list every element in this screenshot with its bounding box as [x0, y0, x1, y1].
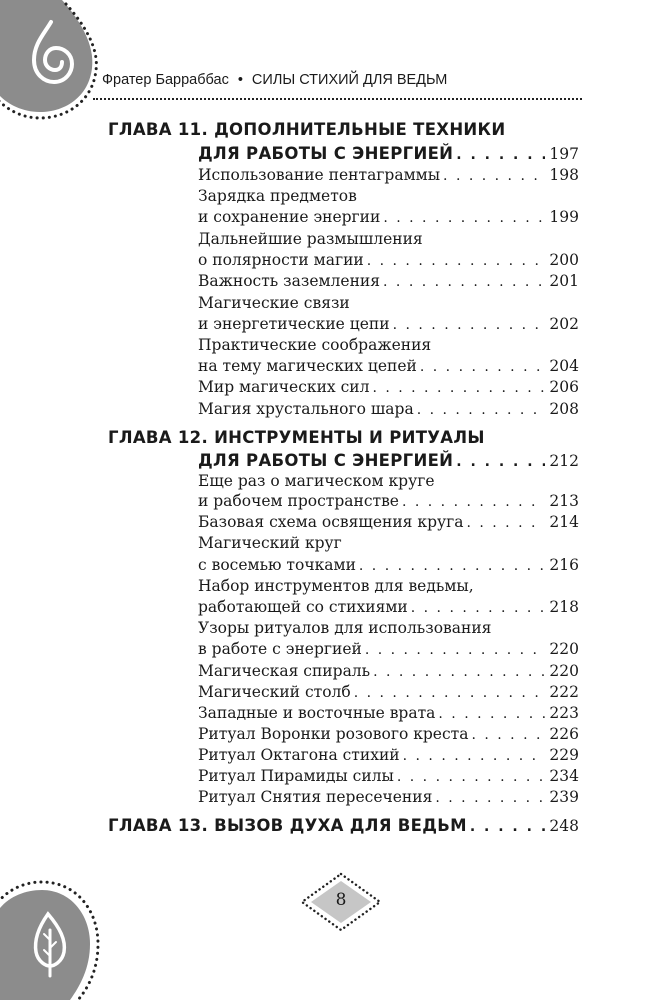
chapter-11-heading-cont[interactable]	[198, 143, 579, 166]
toc-entry[interactable]	[198, 512, 579, 534]
leader-dots	[383, 272, 545, 293]
entry-title: Узоры ритуалов для использования	[198, 619, 492, 637]
leader-dots	[372, 378, 545, 399]
entry-title: Магический столб	[198, 683, 351, 701]
toc-entry[interactable]	[198, 165, 579, 187]
entry-title: Магический круг	[198, 534, 342, 552]
entry-title-cont: на тему магических цепей	[198, 357, 417, 375]
chapter-13-page: 248	[549, 817, 579, 835]
chapter-11-page: 197	[549, 145, 579, 163]
entry-page: 214	[549, 513, 579, 531]
entry-page: 216	[549, 556, 579, 574]
toc-entry[interactable]	[198, 207, 579, 229]
entry-title-cont: с восемью точками	[198, 556, 356, 574]
chapter-11-title-line1: ДОПОЛНИТЕЛЬНЫЕ ТЕХНИКИ	[214, 120, 506, 139]
entry-title-cont: о полярности магии	[198, 251, 364, 269]
entry-page: 199	[549, 208, 579, 226]
leader-dots	[456, 144, 545, 166]
entry-title-cont: работающей со стихиями	[198, 598, 408, 616]
entry-title: Практические соображения	[198, 336, 432, 354]
leader-dots	[471, 725, 545, 746]
toc-entry-line1[interactable]	[198, 293, 579, 314]
entry-page: 201	[549, 272, 579, 290]
toc-entry-line1[interactable]	[198, 576, 579, 597]
entry-title: Еще раз о магическом круге	[198, 472, 435, 490]
entry-title-cont: и энергетические цепи	[198, 315, 390, 333]
chapter-12-heading-cont[interactable]	[198, 450, 579, 473]
entry-page: 239	[549, 788, 579, 806]
entry-page: 204	[549, 357, 579, 375]
toc-entry-line1[interactable]	[198, 229, 579, 250]
toc-entry[interactable]	[198, 356, 579, 378]
entry-page: 206	[549, 378, 579, 396]
leader-dots	[383, 208, 545, 229]
chapter-12-title-line2: ДЛЯ РАБОТЫ С ЭНЕРГИЕЙ	[198, 451, 454, 470]
leader-dots	[417, 400, 545, 421]
leader-dots	[373, 662, 545, 683]
header-author: Фратер Барраббас	[102, 72, 229, 88]
entry-page: 220	[549, 640, 579, 658]
entry-page: 218	[549, 598, 579, 616]
entry-title: Зарядка предметов	[198, 187, 357, 205]
entry-title: Ритуал Воронки розового креста	[198, 725, 469, 743]
toc-entry-line1[interactable]	[198, 471, 579, 492]
toc-entry[interactable]	[198, 639, 579, 661]
entry-title-cont: в работе с энергией	[198, 640, 362, 658]
toc-entry-line1[interactable]	[198, 335, 579, 356]
entry-page: 200	[549, 251, 579, 269]
toc-entry[interactable]	[198, 661, 579, 683]
chapter-12-number: ГЛАВА 12.	[108, 428, 209, 447]
chapter-12-heading[interactable]	[108, 427, 485, 449]
bottom-corner-ornament	[0, 878, 110, 1000]
leader-dots	[393, 315, 545, 336]
toc-entry-line1[interactable]	[198, 186, 579, 207]
leader-dots	[438, 704, 545, 725]
entry-page: 208	[549, 400, 579, 418]
toc-entry[interactable]	[198, 724, 579, 746]
leader-dots	[367, 251, 545, 272]
entry-page: 213	[549, 492, 579, 510]
entry-page: 198	[549, 166, 579, 184]
toc-entry-line1[interactable]	[198, 618, 579, 639]
header-title: СИЛЫ СТИХИЙ ДЛЯ ВЕДЬМ	[251, 72, 448, 88]
entry-title: Магические связи	[198, 294, 350, 312]
toc-entry[interactable]	[198, 787, 579, 809]
toc-entry[interactable]	[198, 314, 579, 336]
leader-dots	[466, 513, 545, 534]
leader-dots	[470, 816, 545, 838]
leader-dots	[403, 746, 545, 767]
toc-entry[interactable]	[198, 745, 579, 767]
leader-dots	[435, 788, 545, 809]
entry-title: Ритуал Октагона стихий	[198, 746, 400, 764]
chapter-11-number: ГЛАВА 11.	[108, 120, 209, 139]
leader-dots	[359, 556, 545, 577]
entry-title: Использование пентаграммы	[198, 166, 441, 184]
entry-title: Магическая спираль	[198, 662, 371, 680]
toc-entry[interactable]	[198, 703, 579, 725]
chapter-12-title-line1: ИНСТРУМЕНТЫ И РИТУАЛЫ	[214, 428, 485, 447]
entry-title: Ритуал Снятия пересечения	[198, 788, 433, 806]
entry-title: Набор инструментов для ведьмы,	[198, 577, 474, 595]
leader-dots	[402, 492, 545, 513]
page-number: 8	[335, 890, 347, 910]
entry-title-cont: и рабочем пространстве	[198, 492, 399, 510]
leader-dots	[443, 166, 545, 187]
toc-entry[interactable]	[198, 399, 579, 421]
entry-title-cont: и сохранение энергии	[198, 208, 381, 226]
entry-title: Западные и восточные врата	[198, 704, 436, 722]
leader-dots	[397, 767, 545, 788]
leader-dots	[456, 451, 545, 473]
entry-title: Важность заземления	[198, 272, 381, 290]
entry-title: Дальнейшие размышления	[198, 230, 423, 248]
toc-entry[interactable]	[198, 377, 579, 399]
toc-entry[interactable]	[198, 682, 579, 704]
entry-page: 234	[549, 767, 579, 785]
entry-page: 202	[549, 315, 579, 333]
entry-page: 229	[549, 746, 579, 764]
toc-entry[interactable]	[198, 250, 579, 272]
chapter-13-number: ГЛАВА 13.	[108, 816, 209, 835]
toc-entry[interactable]	[198, 271, 579, 293]
toc-entry[interactable]	[198, 597, 579, 619]
entry-page: 223	[549, 704, 579, 722]
leader-dots	[411, 598, 545, 619]
toc-entry-line1[interactable]	[198, 533, 579, 554]
entry-page: 222	[549, 683, 579, 701]
chapter-13-heading[interactable]	[108, 815, 579, 838]
toc-entry[interactable]	[198, 555, 579, 577]
chapter-12-page: 212	[549, 452, 579, 470]
entry-page: 220	[549, 662, 579, 680]
leader-dots	[420, 357, 545, 378]
entry-title: Ритуал Пирамиды силы	[198, 767, 394, 785]
entry-title: Мир магических сил	[198, 378, 370, 396]
leader-dots	[365, 640, 545, 661]
toc-entry[interactable]	[198, 491, 579, 513]
leader-dots	[354, 683, 545, 704]
chapter-11-title-line2: ДЛЯ РАБОТЫ С ЭНЕРГИЕЙ	[198, 144, 454, 163]
header-separator: •	[237, 72, 243, 88]
chapter-13-title: ВЫЗОВ ДУХА ДЛЯ ВЕДЬМ	[214, 816, 467, 835]
chapter-11-heading[interactable]	[108, 119, 505, 141]
entry-page: 226	[549, 725, 579, 743]
entry-title: Базовая схема освящения круга	[198, 513, 464, 531]
entry-title: Магия хрустального шара	[198, 400, 414, 418]
toc-entry[interactable]	[198, 766, 579, 788]
